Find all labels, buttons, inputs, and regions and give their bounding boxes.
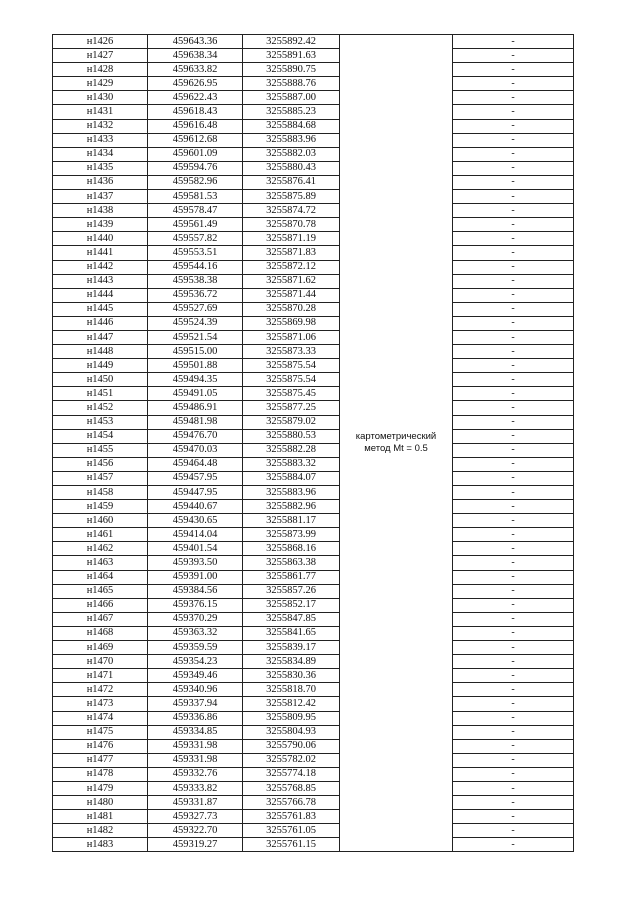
- note-cell: -: [453, 175, 574, 189]
- y-coordinate-cell: 3255870.28: [243, 302, 340, 316]
- x-coordinate-cell: 459612.68: [148, 133, 243, 147]
- table-row: [53, 584, 574, 598]
- point-name-cell: н1468: [53, 626, 148, 640]
- point-name-cell: н1452: [53, 401, 148, 415]
- point-name-cell: н1430: [53, 91, 148, 105]
- x-coordinate-cell: 459481.98: [148, 415, 243, 429]
- table-row: [53, 514, 574, 528]
- y-coordinate-cell: 3255871.83: [243, 246, 340, 260]
- note-cell: -: [453, 35, 574, 49]
- note-cell: -: [453, 274, 574, 288]
- table-row: [53, 781, 574, 795]
- point-name-cell: н1457: [53, 471, 148, 485]
- x-coordinate-cell: 459322.70: [148, 824, 243, 838]
- y-coordinate-cell: 3255847.85: [243, 612, 340, 626]
- x-coordinate-cell: 459536.72: [148, 288, 243, 302]
- note-cell: -: [453, 725, 574, 739]
- table-row: [53, 147, 574, 161]
- y-coordinate-cell: 3255871.62: [243, 274, 340, 288]
- table-row: [53, 626, 574, 640]
- note-cell: -: [453, 415, 574, 429]
- y-coordinate-cell: 3255857.26: [243, 584, 340, 598]
- y-coordinate-cell: 3255766.78: [243, 796, 340, 810]
- note-cell: -: [453, 584, 574, 598]
- x-coordinate-cell: 459626.95: [148, 77, 243, 91]
- table-row: [53, 204, 574, 218]
- table-row: [53, 288, 574, 302]
- y-coordinate-cell: 3255774.18: [243, 767, 340, 781]
- y-coordinate-cell: 3255869.98: [243, 316, 340, 330]
- note-cell: -: [453, 246, 574, 260]
- y-coordinate-cell: 3255883.32: [243, 457, 340, 471]
- y-coordinate-cell: 3255892.42: [243, 35, 340, 49]
- note-cell: -: [453, 711, 574, 725]
- point-name-cell: н1465: [53, 584, 148, 598]
- note-cell: -: [453, 443, 574, 457]
- table-row: [53, 49, 574, 63]
- y-coordinate-cell: 3255872.12: [243, 260, 340, 274]
- x-coordinate-cell: 459633.82: [148, 63, 243, 77]
- point-name-cell: н1445: [53, 302, 148, 316]
- y-coordinate-cell: 3255882.03: [243, 147, 340, 161]
- point-name-cell: н1443: [53, 274, 148, 288]
- note-cell: -: [453, 528, 574, 542]
- note-cell: -: [453, 486, 574, 500]
- table-row: [53, 190, 574, 204]
- table-row: [53, 218, 574, 232]
- note-cell: -: [453, 147, 574, 161]
- point-name-cell: н1432: [53, 119, 148, 133]
- point-name-cell: н1428: [53, 63, 148, 77]
- y-coordinate-cell: 3255861.77: [243, 570, 340, 584]
- point-name-cell: н1437: [53, 190, 148, 204]
- table-row: [53, 133, 574, 147]
- x-coordinate-cell: 459618.43: [148, 105, 243, 119]
- note-cell: -: [453, 119, 574, 133]
- x-coordinate-cell: 459494.35: [148, 373, 243, 387]
- y-coordinate-cell: 3255761.83: [243, 810, 340, 824]
- table-row: [53, 796, 574, 810]
- x-coordinate-cell: 459578.47: [148, 204, 243, 218]
- table-row: [53, 471, 574, 485]
- y-coordinate-cell: 3255873.99: [243, 528, 340, 542]
- x-coordinate-cell: 459370.29: [148, 612, 243, 626]
- table-row: [53, 77, 574, 91]
- point-name-cell: н1483: [53, 838, 148, 852]
- table-row: [53, 824, 574, 838]
- table-row: [53, 570, 574, 584]
- y-coordinate-cell: 3255804.93: [243, 725, 340, 739]
- y-coordinate-cell: 3255882.96: [243, 500, 340, 514]
- point-name-cell: н1479: [53, 781, 148, 795]
- note-cell: -: [453, 105, 574, 119]
- note-cell: -: [453, 91, 574, 105]
- x-coordinate-cell: 459544.16: [148, 260, 243, 274]
- x-coordinate-cell: 459457.95: [148, 471, 243, 485]
- point-name-cell: н1440: [53, 232, 148, 246]
- table-row: [53, 232, 574, 246]
- y-coordinate-cell: 3255875.45: [243, 387, 340, 401]
- y-coordinate-cell: 3255863.38: [243, 556, 340, 570]
- table-row: [53, 302, 574, 316]
- point-name-cell: н1439: [53, 218, 148, 232]
- note-cell: -: [453, 598, 574, 612]
- table-row: [53, 500, 574, 514]
- y-coordinate-cell: 3255870.78: [243, 218, 340, 232]
- x-coordinate-cell: 459581.53: [148, 190, 243, 204]
- y-coordinate-cell: 3255880.53: [243, 429, 340, 443]
- note-cell: -: [453, 683, 574, 697]
- note-cell: -: [453, 626, 574, 640]
- table-row: [53, 838, 574, 852]
- x-coordinate-cell: 459515.00: [148, 345, 243, 359]
- note-cell: -: [453, 359, 574, 373]
- point-name-cell: н1463: [53, 556, 148, 570]
- point-name-cell: н1449: [53, 359, 148, 373]
- y-coordinate-cell: 3255877.25: [243, 401, 340, 415]
- y-coordinate-cell: 3255885.23: [243, 105, 340, 119]
- note-cell: -: [453, 345, 574, 359]
- point-name-cell: н1456: [53, 457, 148, 471]
- method-label-line1: картометрический: [355, 431, 437, 443]
- point-name-cell: н1426: [53, 35, 148, 49]
- table-row: [53, 330, 574, 344]
- note-cell: -: [453, 429, 574, 443]
- y-coordinate-cell: 3255841.65: [243, 626, 340, 640]
- y-coordinate-cell: 3255880.43: [243, 161, 340, 175]
- table-row: [53, 641, 574, 655]
- point-name-cell: н1444: [53, 288, 148, 302]
- x-coordinate-cell: 459524.39: [148, 316, 243, 330]
- x-coordinate-cell: 459337.94: [148, 697, 243, 711]
- note-cell: -: [453, 796, 574, 810]
- note-cell: -: [453, 810, 574, 824]
- x-coordinate-cell: 459384.56: [148, 584, 243, 598]
- note-cell: -: [453, 63, 574, 77]
- point-name-cell: н1469: [53, 641, 148, 655]
- y-coordinate-cell: 3255790.06: [243, 739, 340, 753]
- x-coordinate-cell: 459491.05: [148, 387, 243, 401]
- x-coordinate-cell: 459349.46: [148, 669, 243, 683]
- note-cell: -: [453, 767, 574, 781]
- y-coordinate-cell: 3255809.95: [243, 711, 340, 725]
- x-coordinate-cell: 459331.98: [148, 753, 243, 767]
- point-name-cell: н1446: [53, 316, 148, 330]
- x-coordinate-cell: 459340.96: [148, 683, 243, 697]
- note-cell: -: [453, 655, 574, 669]
- x-coordinate-cell: 459638.34: [148, 49, 243, 63]
- note-cell: -: [453, 387, 574, 401]
- y-coordinate-cell: 3255830.36: [243, 669, 340, 683]
- note-cell: -: [453, 133, 574, 147]
- method-label-line2: метод Mt = 0.5: [364, 443, 428, 455]
- table-row: [53, 683, 574, 697]
- point-name-cell: н1455: [53, 443, 148, 457]
- y-coordinate-cell: 3255888.76: [243, 77, 340, 91]
- point-name-cell: н1453: [53, 415, 148, 429]
- y-coordinate-cell: 3255875.89: [243, 190, 340, 204]
- table-row: [53, 119, 574, 133]
- table-row: [53, 767, 574, 781]
- y-coordinate-cell: 3255875.54: [243, 359, 340, 373]
- point-name-cell: н1434: [53, 147, 148, 161]
- note-cell: -: [453, 471, 574, 485]
- y-coordinate-cell: 3255890.75: [243, 63, 340, 77]
- y-coordinate-cell: 3255876.41: [243, 175, 340, 189]
- y-coordinate-cell: 3255874.72: [243, 204, 340, 218]
- point-name-cell: н1450: [53, 373, 148, 387]
- table-row: [53, 598, 574, 612]
- point-name-cell: н1431: [53, 105, 148, 119]
- point-name-cell: н1454: [53, 429, 148, 443]
- note-cell: -: [453, 570, 574, 584]
- point-name-cell: н1459: [53, 500, 148, 514]
- table-row: [53, 175, 574, 189]
- y-coordinate-cell: 3255883.96: [243, 486, 340, 500]
- y-coordinate-cell: 3255868.16: [243, 542, 340, 556]
- y-coordinate-cell: 3255884.07: [243, 471, 340, 485]
- x-coordinate-cell: 459557.82: [148, 232, 243, 246]
- point-name-cell: н1471: [53, 669, 148, 683]
- y-coordinate-cell: 3255812.42: [243, 697, 340, 711]
- table-row: [53, 711, 574, 725]
- x-coordinate-cell: 459521.54: [148, 330, 243, 344]
- table-row: [53, 63, 574, 77]
- y-coordinate-cell: 3255761.15: [243, 838, 340, 852]
- point-name-cell: н1442: [53, 260, 148, 274]
- y-coordinate-cell: 3255871.44: [243, 288, 340, 302]
- table-row: [53, 457, 574, 471]
- table-row: [53, 373, 574, 387]
- y-coordinate-cell: 3255873.33: [243, 345, 340, 359]
- y-coordinate-cell: 3255875.54: [243, 373, 340, 387]
- table-row: [53, 486, 574, 500]
- y-coordinate-cell: 3255881.17: [243, 514, 340, 528]
- point-name-cell: н1461: [53, 528, 148, 542]
- point-name-cell: н1475: [53, 725, 148, 739]
- point-name-cell: н1482: [53, 824, 148, 838]
- note-cell: -: [453, 669, 574, 683]
- y-coordinate-cell: 3255882.28: [243, 443, 340, 457]
- table-row: [53, 443, 574, 457]
- point-name-cell: н1458: [53, 486, 148, 500]
- y-coordinate-cell: 3255761.05: [243, 824, 340, 838]
- x-coordinate-cell: 459334.85: [148, 725, 243, 739]
- point-name-cell: н1429: [53, 77, 148, 91]
- coordinates-table: [52, 34, 574, 852]
- note-cell: -: [453, 500, 574, 514]
- x-coordinate-cell: 459486.91: [148, 401, 243, 415]
- point-name-cell: н1467: [53, 612, 148, 626]
- point-name-cell: н1473: [53, 697, 148, 711]
- point-name-cell: н1464: [53, 570, 148, 584]
- table-row: [53, 401, 574, 415]
- x-coordinate-cell: 459594.76: [148, 161, 243, 175]
- table-row: [53, 91, 574, 105]
- x-coordinate-cell: 459527.69: [148, 302, 243, 316]
- point-name-cell: н1435: [53, 161, 148, 175]
- note-cell: -: [453, 824, 574, 838]
- note-cell: -: [453, 218, 574, 232]
- x-coordinate-cell: 459336.86: [148, 711, 243, 725]
- note-cell: -: [453, 77, 574, 91]
- x-coordinate-cell: 459476.70: [148, 429, 243, 443]
- table-row: [53, 246, 574, 260]
- point-name-cell: н1480: [53, 796, 148, 810]
- table-row: [53, 387, 574, 401]
- point-name-cell: н1447: [53, 330, 148, 344]
- note-cell: -: [453, 161, 574, 175]
- note-cell: -: [453, 612, 574, 626]
- y-coordinate-cell: 3255883.96: [243, 133, 340, 147]
- table-row: [53, 753, 574, 767]
- coordinates-table-body: [53, 35, 574, 852]
- table-row: [53, 669, 574, 683]
- table-row: [53, 359, 574, 373]
- note-cell: -: [453, 316, 574, 330]
- y-coordinate-cell: 3255818.70: [243, 683, 340, 697]
- x-coordinate-cell: 459393.50: [148, 556, 243, 570]
- note-cell: -: [453, 514, 574, 528]
- note-cell: -: [453, 49, 574, 63]
- x-coordinate-cell: 459501.88: [148, 359, 243, 373]
- x-coordinate-cell: 459332.76: [148, 767, 243, 781]
- point-name-cell: н1438: [53, 204, 148, 218]
- note-cell: -: [453, 190, 574, 204]
- table-row: [53, 542, 574, 556]
- x-coordinate-cell: 459430.65: [148, 514, 243, 528]
- y-coordinate-cell: 3255852.17: [243, 598, 340, 612]
- x-coordinate-cell: 459327.73: [148, 810, 243, 824]
- table-row: [53, 316, 574, 330]
- point-name-cell: н1427: [53, 49, 148, 63]
- x-coordinate-cell: 459354.23: [148, 655, 243, 669]
- note-cell: -: [453, 401, 574, 415]
- note-cell: -: [453, 204, 574, 218]
- x-coordinate-cell: 459601.09: [148, 147, 243, 161]
- table-row: [53, 429, 574, 443]
- note-cell: -: [453, 302, 574, 316]
- table-row: [53, 161, 574, 175]
- point-name-cell: н1436: [53, 175, 148, 189]
- y-coordinate-cell: 3255782.02: [243, 753, 340, 767]
- note-cell: -: [453, 838, 574, 852]
- table-row: [53, 739, 574, 753]
- y-coordinate-cell: 3255768.85: [243, 781, 340, 795]
- x-coordinate-cell: 459561.49: [148, 218, 243, 232]
- note-cell: -: [453, 641, 574, 655]
- note-cell: -: [453, 697, 574, 711]
- note-cell: -: [453, 330, 574, 344]
- note-cell: -: [453, 288, 574, 302]
- note-cell: -: [453, 542, 574, 556]
- note-cell: -: [453, 781, 574, 795]
- x-coordinate-cell: 459470.03: [148, 443, 243, 457]
- x-coordinate-cell: 459331.87: [148, 796, 243, 810]
- x-coordinate-cell: 459643.36: [148, 35, 243, 49]
- point-name-cell: н1470: [53, 655, 148, 669]
- point-name-cell: н1441: [53, 246, 148, 260]
- point-name-cell: н1460: [53, 514, 148, 528]
- method-cell: [340, 35, 453, 852]
- point-name-cell: н1448: [53, 345, 148, 359]
- note-cell: -: [453, 260, 574, 274]
- table-row: [53, 810, 574, 824]
- x-coordinate-cell: 459582.96: [148, 175, 243, 189]
- y-coordinate-cell: 3255871.06: [243, 330, 340, 344]
- table-row: [53, 105, 574, 119]
- table-row: [53, 345, 574, 359]
- table-row: [53, 415, 574, 429]
- note-cell: -: [453, 556, 574, 570]
- point-name-cell: н1477: [53, 753, 148, 767]
- note-cell: -: [453, 457, 574, 471]
- x-coordinate-cell: 459616.48: [148, 119, 243, 133]
- x-coordinate-cell: 459622.43: [148, 91, 243, 105]
- y-coordinate-cell: 3255871.19: [243, 232, 340, 246]
- y-coordinate-cell: 3255887.00: [243, 91, 340, 105]
- table-row: [53, 725, 574, 739]
- y-coordinate-cell: 3255839.17: [243, 641, 340, 655]
- point-name-cell: н1472: [53, 683, 148, 697]
- x-coordinate-cell: 459538.38: [148, 274, 243, 288]
- table-row: [53, 274, 574, 288]
- table-row: [53, 697, 574, 711]
- x-coordinate-cell: 459440.67: [148, 500, 243, 514]
- y-coordinate-cell: 3255884.68: [243, 119, 340, 133]
- point-name-cell: н1433: [53, 133, 148, 147]
- x-coordinate-cell: 459447.95: [148, 486, 243, 500]
- x-coordinate-cell: 459553.51: [148, 246, 243, 260]
- point-name-cell: н1466: [53, 598, 148, 612]
- x-coordinate-cell: 459414.04: [148, 528, 243, 542]
- x-coordinate-cell: 459359.59: [148, 641, 243, 655]
- table-row: [53, 260, 574, 274]
- note-cell: -: [453, 739, 574, 753]
- point-name-cell: н1451: [53, 387, 148, 401]
- x-coordinate-cell: 459464.48: [148, 457, 243, 471]
- x-coordinate-cell: 459333.82: [148, 781, 243, 795]
- table-row: [53, 35, 574, 49]
- table-row: [53, 556, 574, 570]
- y-coordinate-cell: 3255879.02: [243, 415, 340, 429]
- point-name-cell: н1476: [53, 739, 148, 753]
- x-coordinate-cell: 459401.54: [148, 542, 243, 556]
- x-coordinate-cell: 459391.00: [148, 570, 243, 584]
- table-row: [53, 612, 574, 626]
- x-coordinate-cell: 459363.32: [148, 626, 243, 640]
- y-coordinate-cell: 3255834.89: [243, 655, 340, 669]
- note-cell: -: [453, 232, 574, 246]
- table-row: [53, 528, 574, 542]
- point-name-cell: н1462: [53, 542, 148, 556]
- point-name-cell: н1478: [53, 767, 148, 781]
- note-cell: -: [453, 753, 574, 767]
- x-coordinate-cell: 459376.15: [148, 598, 243, 612]
- point-name-cell: н1481: [53, 810, 148, 824]
- point-name-cell: н1474: [53, 711, 148, 725]
- note-cell: -: [453, 373, 574, 387]
- table-row: [53, 655, 574, 669]
- y-coordinate-cell: 3255891.63: [243, 49, 340, 63]
- x-coordinate-cell: 459331.98: [148, 739, 243, 753]
- x-coordinate-cell: 459319.27: [148, 838, 243, 852]
